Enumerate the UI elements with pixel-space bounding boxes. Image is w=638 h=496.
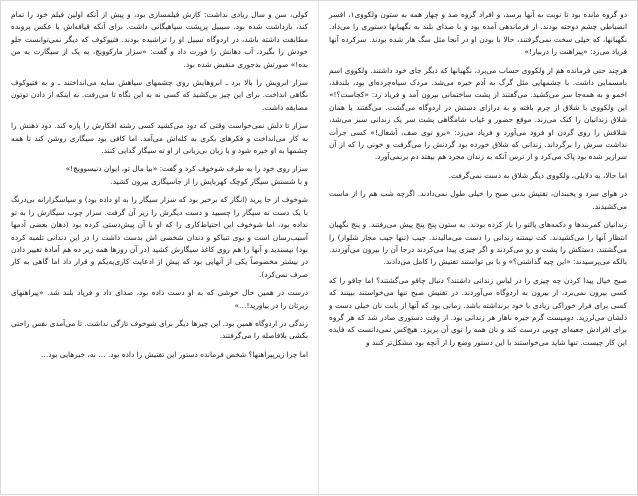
paragraph: زندگی در اردوگاه همین بود. این چیزها دیگر برای شوخوف تازگی نداشت. تا می‌آمدی نفس راحتی بکشی بلافاصله را می‌گرفتند. [11, 318, 308, 341]
right-page [319, 1, 637, 496]
paragraph: اما چرا زیرپیراهنها؟ شخص فرمانده دستور این تفتیش را داده بود. … نه، خبرهایی بود… [40, 349, 308, 359]
paragraph: و با شستش سیگار کوچک کهربایش را از جاسیگاری بیرون کشید. [110, 176, 308, 186]
paragraph: شوخوف از جا پرید (انگار که برخبر بود که سزار سیگار را به او داده بود) و سپاسگزارانه بی‌درنگ با یک دست ته سیگار را چسبید و دست دیگرش را زیر آن گرفت. سزار چوب سیگارش را به تو نداده بود، اما شوخوف این احتیاط‌کاری را که او با آن پیش‌دستی کرده بود (دهان بعضی آدمها آسیب‌رسان است و بوی تنباکو و دندان شخصی اش بدست داشت را در این دندانی تلمبه کرده بود) نپسندید و آنها را هم روی کاغذ سیگارش کشید (در آن روزها همه زیر ده هم آمادهٔ تغییر دادن در بیشتر مخصوصاً یکی از آنهایی بود که پیش از ادعایت کاری‌یه‌یکم و قرار داد اما گاهی به کار صرف نمی‌کرد). [11, 195, 308, 279]
paragraph: کولی، سن و سال زیادی نداشت: کارش فیلمسازی بود، و پیش از آنکه اولین فیلم خود را تمام کند، بازداشت شده بود. سیبیل پرپشت سپاهیگانی داشت. برای آنکه قیافه‌اش با عکس پرونده مطابقت داشته باشد، در اردوگاه سبیل او را تراشیده بودند. فتیوکوف که دیگر نمی‌توانست جلو خودش را بگیرد، آب دهانش را فورت داد و گفت: «سزار مارکوویچ، یه پک از سیگارت به من بده!» صورتش بدجوری منقبض شده بود. [11, 10, 308, 69]
paragraph: سزار تا دلش نمی‌خواست وقتی که دود می‌کشید کسی رشته افکارش را پاره کند. دود ذهنش را به کار می‌انداخت و فکرهای بکری به کله‌اش می‌آمد. اما کافی بود سیگاری روشن کند تا همه چشمها به او خیره شود و یا زبان بی‌زبانی از او ته سیگار گدایی کنند. [11, 121, 308, 156]
paragraph: زندانیان کمربندها و دکمه‌های پالتو را باز کرده بودند. به ستون پنج پنج پیش می‌رفتند. و پنج نگهبان انتظار آنها را می‌کشیدند. کت نیمتنه زندانی را دست می‌مالیدند. جیب (تنها جیب مجاز شلوار) را می‌گشتند. دستکش را پشت و رو می‌کردند و اگر چیزی پیدا می‌کردند درجا آن را بیرون می‌آوردند. بالکه می‌پرسیدند: «این چیه گذاشتی؟» و با نی تواستند تفتیش را کامل می‌دادند. [329, 220, 627, 267]
paragraph: صبح خیال پیدا کردن چه چیزی را در لباس زندانی داشتند؟ دنبال چاقو می‌گشتند؟ اما چاقو را که کسی بیرون نمی‌برد، از بیرون به اردوگاه می‌آوردند. در تفتیش صبح تنها می‌خواستند ببینند که کسی برای فرار خوراکی زیادی با خود برنداشته باشد. زمانی بود که آنها از بابت نان خیلی دست و دلشان می‌لرزید. دومیست گرم جیره ناهار هر زندانی بود. از وقت دستوری صادر شد که هر گروه برای افرادش جعبه‌ای چوبی درست کند و نان همه را توی آن بریزد. هیچ‌کس نمی‌دانست که فایده این کار چیست. تنها شاید می‌خواستند با این دستور وضع را از آنچه بود مشکل‌تر کنند و [329, 275, 627, 347]
paragraph: در هوای سرد و یخبندان، تفتیش بدنی صبح را خیلی طول نمی‌دادند. اگرچه شب هم را از ماست می‌کشیدند. [329, 189, 627, 211]
paragraph: درست در همین حال خوشی که به او دست داده بود، صدای داد و فریاد بلند شد. «پیراهنهای زیرتان را در بیاورید!…» [11, 288, 308, 310]
left-page [1, 1, 319, 496]
paragraph: سزار ابرویش را بالا برد ـ ابروهایش روی چشمهای سیاهش سایه می‌انداختند ـ و به فتیوکوف نگاهی انداخت. برای این چیز بی‌کشید که کسی نه به این نگاه تا می‌رفت. نه اینکه از دادن توتون مضایقه داشت. [11, 78, 308, 112]
paragraph: اما حالا، به دلایلی، ولکووی دیگر شلاق به دست نمی‌گرفت. [448, 170, 627, 180]
paragraph: سزار روی خود را به طرف شوخوف کرد و گفت: «بیا مال تو، ایوان دنیسوویچ!» [65, 164, 308, 174]
paragraph: دو گروه مانده بود تا نوبت به آنها برسد، و افراد گروه صد و چهار همه به ستون ولکووی‌۱، افسر انضباطی چشم دوخته بودند. از فرماندهی آمده بود و با صدای بلند به نگهبانها دستوری را می‌داد. نگهبانها، که خیلی سخت نمی‌گرفتند، حالا با بودن او در آنجا مثل سگ هار شده بودند. سرکرده آنها فریاد می‌زد: «پیراهنت را دربیار!» [329, 10, 627, 57]
paragraph: هرچند حتی فرمانده هم از ولکووی حساب می‌برد، نگهبانها که دیگر جای خود داشتند. ولکووی اسم بامسمایی داشت. با چشمهایی مثل گرگ به آدم خیره می‌شد. مردک سیاه‌چرده‌ای بود، بلندقد، اخمو و به همه‌جا سر می‌کشید. می‌گفتند از پشت ساختمانی بیرون آمد و فریاد زد: «کجاست؟!» این ولکووی با شلاق از چرم بافته و به درازای دستش در اردوگاه می‌گشت. می‌گفتند با همان شلاق زندانیان را کتک می‌زند. موقع حضور و غیاب شامگاهی پشت سر یک زندانی سبز می‌شد، شلاقش را روی گردن او فرود می‌آورد و فریاد می‌زد: «برو توی صف، آشغال!» کسی جرأت نداشت سرش را برگرداند. زندانی که شلاق خورده بود گردنش را می‌گرفت و خونی را که از آن سرازیر شده بود پاک می‌کرد و از ترس آنکه به زندان مجرد هم بیفتد دم برنمی‌آورد. [329, 65, 627, 162]
